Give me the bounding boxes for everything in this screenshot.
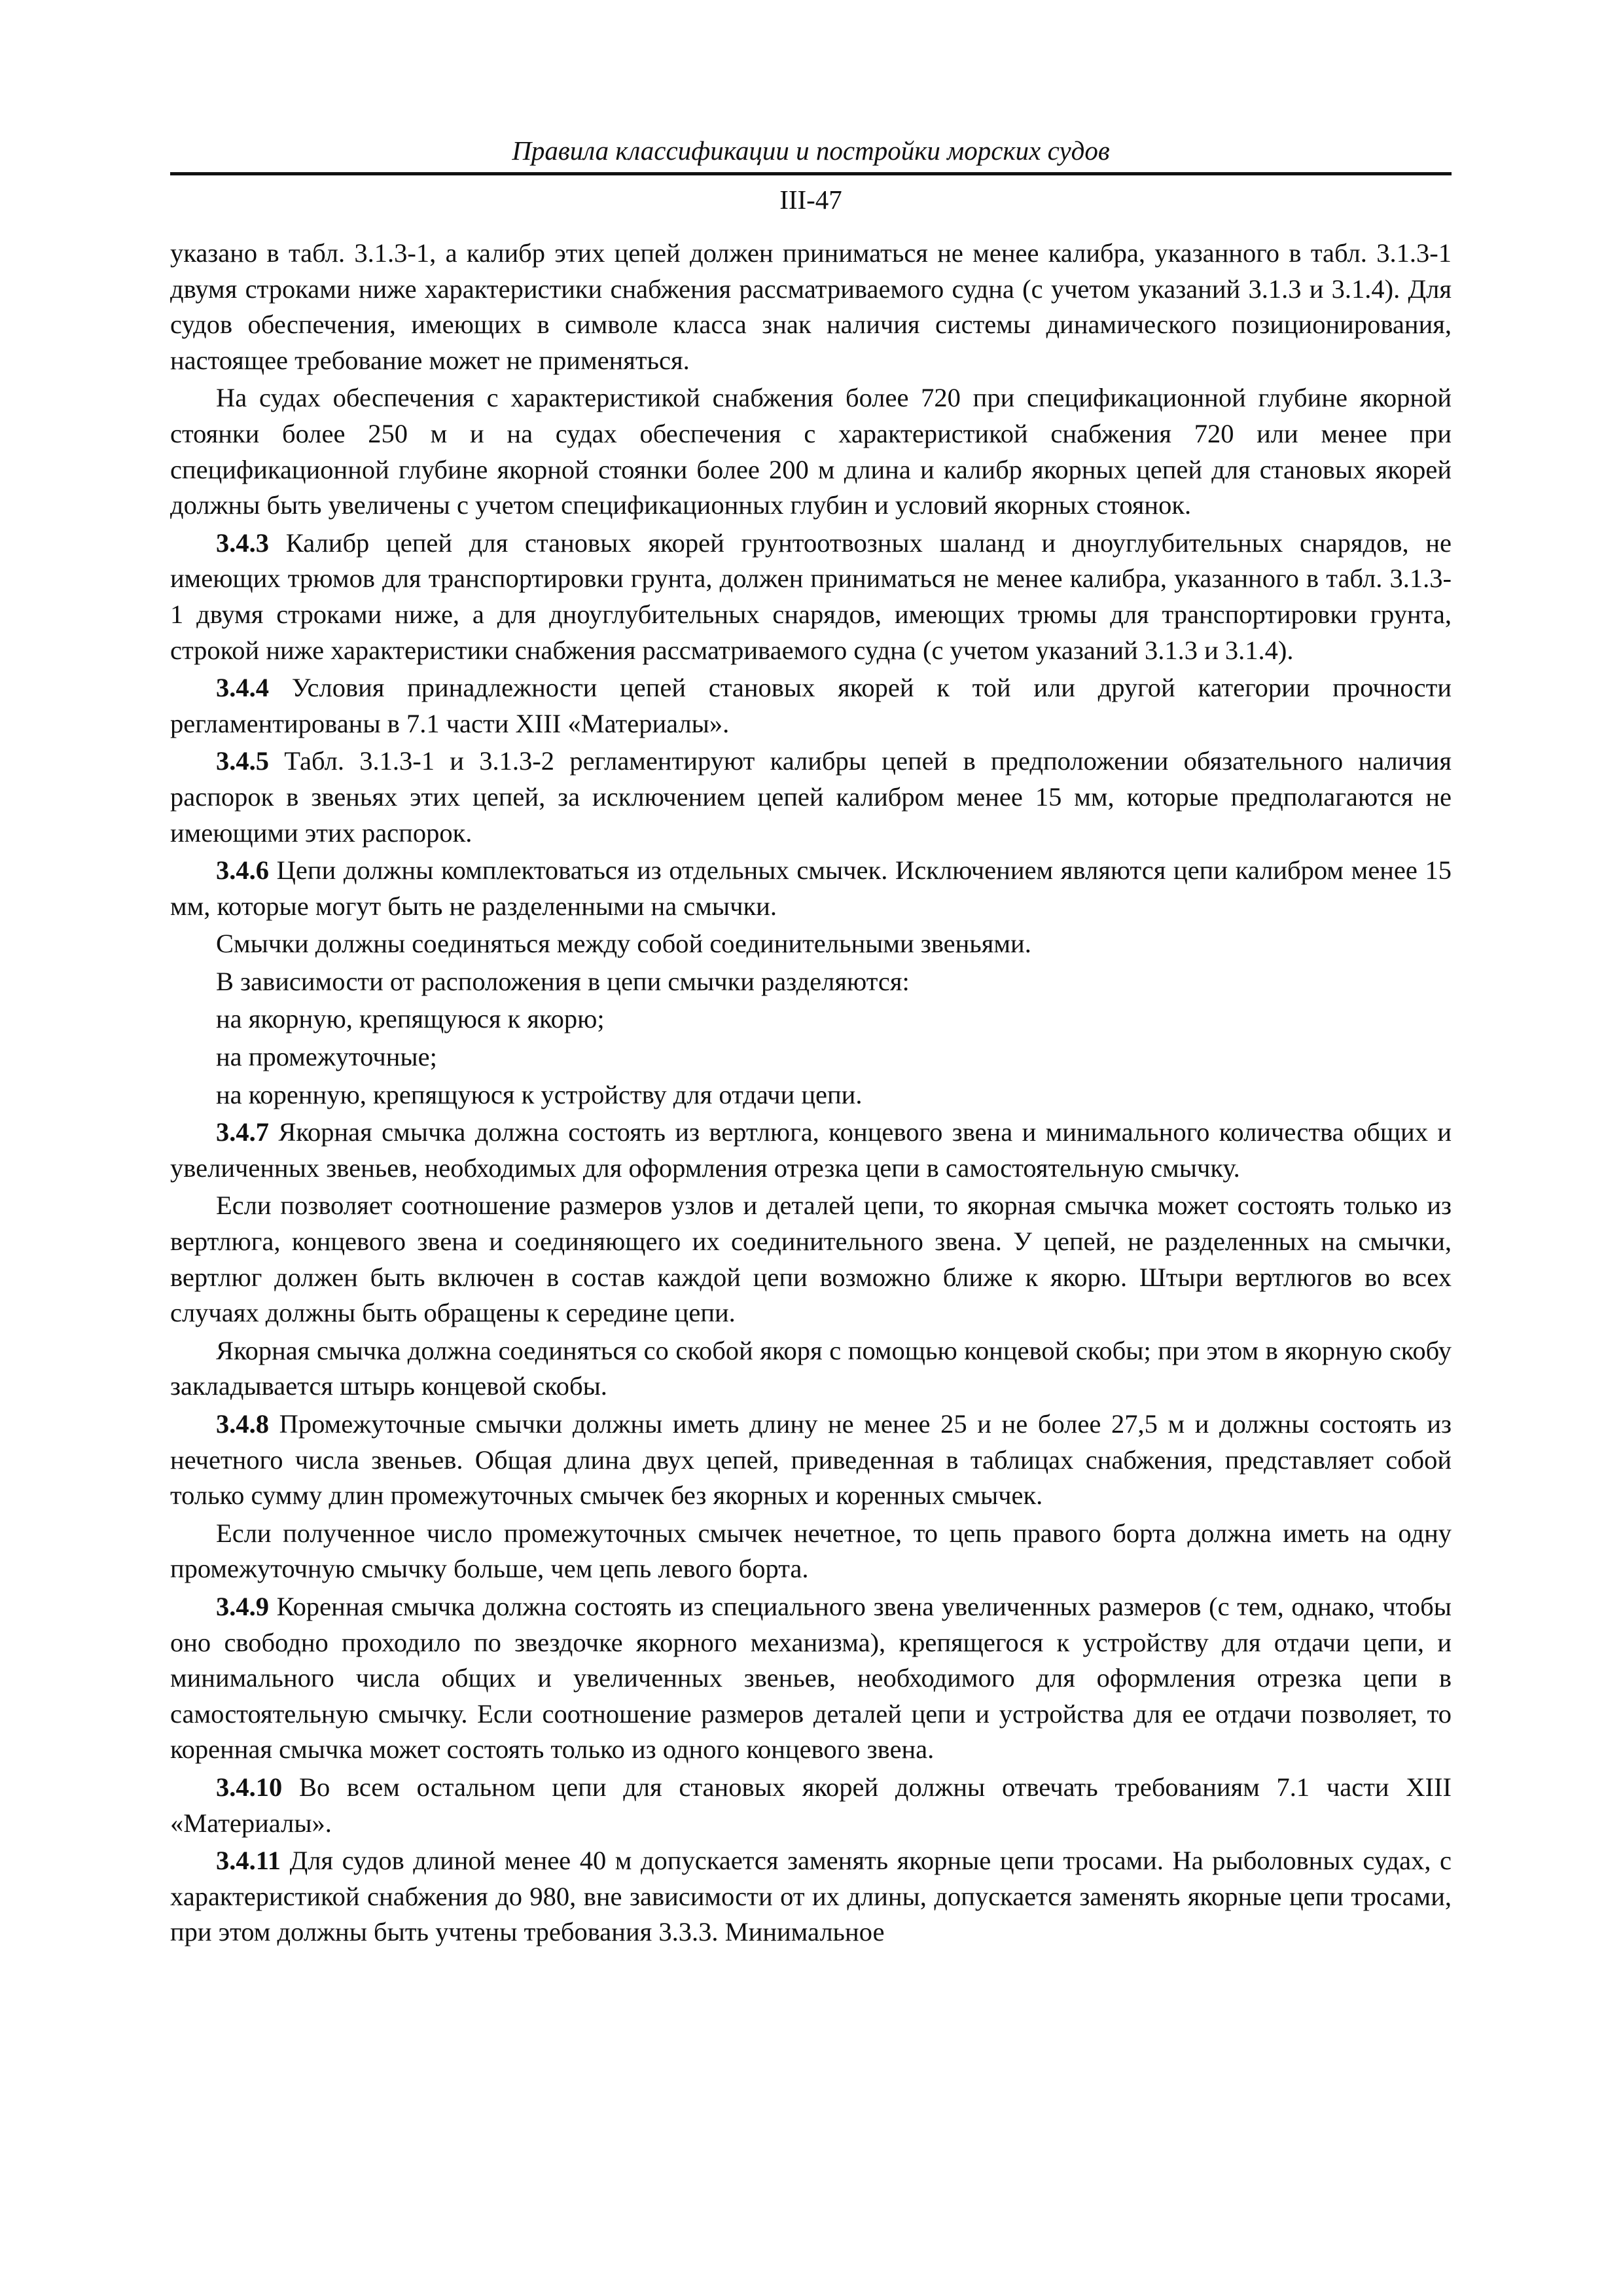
paragraph — [170, 236, 1452, 378]
paragraph-text: Цепи должны комплектоваться из отдельных смычек. Исключением являются цепи калибром менее 15 мм, которые могут быть не разделенными на смычки. — [170, 855, 1452, 921]
paragraph-text: Смычки должны соединяться между собой соединительными звеньями. — [216, 929, 1031, 959]
paragraph-text: Если позволяет соотношение размеров узлов и деталей цепи, то якорная смычка может состоять только из вертлюга, концевого звена и соединяющего их соединительного звена. У цепей, не разделенных на смычки, вертлюг должен быть включен в состав каждой цепи возможно ближе к якорю. Штыри вертлюгов во всех случаях должны быть обращены к середине цепи. — [170, 1191, 1452, 1328]
clause-3-4-10 — [170, 1770, 1452, 1841]
paragraph — [170, 380, 1452, 523]
paragraph-text: В зависимости от расположения в цепи смычки разделяются: — [216, 966, 910, 996]
clause-3-4-5 — [170, 744, 1452, 851]
list-item — [170, 1001, 1452, 1037]
clause-3-4-4 — [170, 670, 1452, 742]
paragraph — [170, 1516, 1452, 1587]
body-text — [170, 236, 1452, 1950]
clause-3-4-9 — [170, 1589, 1452, 1768]
paragraph — [170, 926, 1452, 962]
clause-number: 3.4.6 — [216, 855, 269, 886]
page-number: III-47 — [779, 185, 842, 215]
clause-3-4-8 — [170, 1407, 1452, 1514]
paragraph-text: Для судов длиной менее 40 м допускается заменять якорные цепи тросами. На рыболовных судах, с характеристикой снабжения до 980, вне зависимости от их длины, допускается заменять якорные цепи тросами, при этом должны быть учтены требования 3.3.3. Минимальное — [170, 1846, 1452, 1947]
clause-number: 3.4.3 — [216, 528, 269, 558]
list-item — [170, 1039, 1452, 1075]
paragraph-text: Якорная смычка должна соединяться со скобой якоря с помощью концевой скобы; при этом в якорную скобу закладывается штырь концевой скобы. — [170, 1335, 1452, 1401]
paragraph-text: на коренную, крепящуюся к устройству для отдачи цепи. — [216, 1079, 863, 1109]
running-title: Правила классификации и постройки морских судов — [170, 134, 1452, 175]
paragraph-text: на якорную, крепящуюся к якорю; — [216, 1004, 605, 1034]
paragraph-text: На судах обеспечения с характеристикой снабжения более 720 при спецификационной глубине якорной стоянки более 250 м и на судах обеспечения с характеристикой снабжения 720 или менее при спецификационной глубине якорной стоянки более 200 м длина и калибр якорных цепей для становых якорей должны быть увеличены с учетом спецификационных глубин и условий якорных стоянок. — [170, 383, 1452, 520]
paragraph-text: Калибр цепей для становых якорей грунтоотвозных шаланд и дноуглубительных снарядов, не имеющих трюмов для транспортировки грунта, должен приниматься не менее калибра, указанного в табл. 3.1.3-1 двумя строками ниже, а для дноуглубительных снарядов, имеющих трюмы для транспортировки грунта, строкой ниже характеристики снабжения рассматриваемого судна (с учетом указаний 3.1.3 и 3.1.4). — [170, 528, 1452, 665]
list-item — [170, 1077, 1452, 1113]
clause-3-4-3 — [170, 526, 1452, 668]
paragraph-text: Промежуточные смычки должны иметь длину не менее 25 и не более 27,5 м и должны состоять из нечетного числа звеньев. Общая длина двух цепей, приведенная в таблицах снабжения, представляет собой только сумму длин промежуточных смычек без якорных и коренных смычек. — [170, 1409, 1452, 1511]
paragraph — [170, 964, 1452, 1000]
clause-number: 3.4.5 — [216, 746, 269, 776]
document-page — [170, 134, 1452, 1952]
paragraph-text: Во всем остальном цепи для становых якорей должны отвечать требованиям 7.1 части XIII «Материалы». — [170, 1772, 1452, 1838]
paragraph-text: на промежуточные; — [216, 1042, 437, 1072]
clause-3-4-6 — [170, 853, 1452, 924]
clause-number: 3.4.8 — [216, 1409, 269, 1439]
paragraph — [170, 1333, 1452, 1405]
paragraph-text: Якорная смычка должна состоять из вертлюга, концевого звена и минимального количества общих и увеличенных звеньев, необходимых для оформления отрезка цепи в самостоятельную смычку. — [170, 1117, 1452, 1183]
paragraph-text: Если полученное число промежуточных смычек нечетное, то цепь правого борта должна иметь на одну промежуточную смычку больше, чем цепь левого борта. — [170, 1518, 1452, 1584]
paragraph-text: Табл. 3.1.3-1 и 3.1.3-2 регламентируют калибры цепей в предположении обязательного наличия распорок в звеньях этих цепей, за исключением цепей калибром менее 15 мм, которые предполагаются не имеющими этих распорок. — [170, 746, 1452, 848]
clause-number: 3.4.11 — [216, 1846, 281, 1876]
paragraph-text: Коренная смычка должна состоять из специального звена увеличенных размеров (с тем, однако, чтобы оно свободно проходило по звездочке якорного механизма), крепящегося к устройству для отдачи цепи, и минимального числа общих и увеличенных звеньев, необходимого для оформления отрезка цепи в самостоятельную смычку. Если соотношение размеров деталей цепи и устройства для ее отдачи позволяет, то коренная смычка может состоять только из одного концевого звена. — [170, 1591, 1452, 1765]
clause-number: 3.4.10 — [216, 1772, 283, 1802]
paragraph — [170, 1188, 1452, 1331]
clause-number: 3.4.4 — [216, 673, 269, 703]
clause-3-4-7 — [170, 1115, 1452, 1186]
clause-3-4-11 — [170, 1843, 1452, 1950]
clause-number: 3.4.9 — [216, 1591, 269, 1621]
paragraph-text: Условия принадлежности цепей становых якорей к той или другой категории прочности регламентированы в 7.1 части XIII «Материалы». — [170, 673, 1452, 738]
clause-number: 3.4.7 — [216, 1117, 269, 1147]
paragraph-text: указано в табл. 3.1.3-1, а калибр этих цепей должен приниматься не менее калибра, указанного в табл. 3.1.3-1 двумя строками ниже характеристики снабжения рассматриваемого судна (с учетом указаний 3.1.3 и 3.1.4). Для судов обеспечения, имеющих в символе класса знак наличия системы динамического позиционирования, настоящее требование может не применяться. — [170, 238, 1452, 375]
